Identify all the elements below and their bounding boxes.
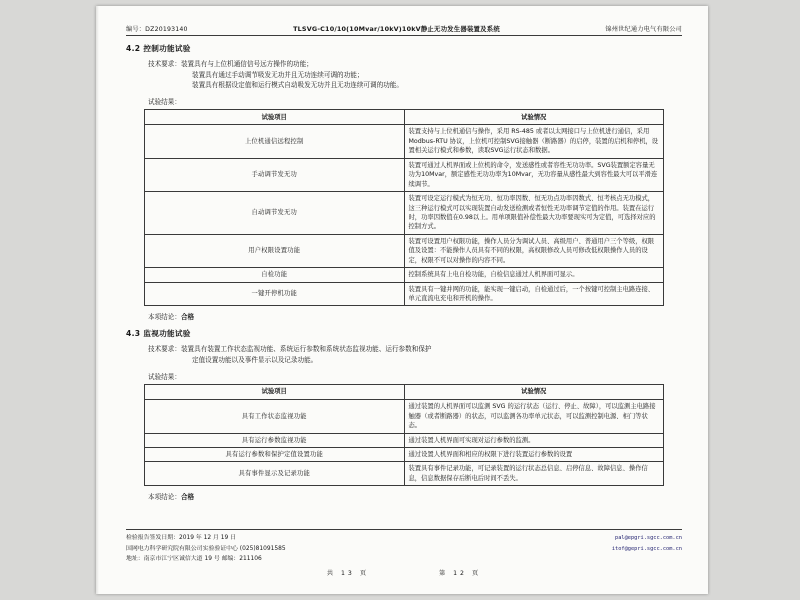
table-header-row	[145, 110, 664, 125]
row-desc: 装置支持与上位机通信与操作，采用 RS-485 或者以太网接口与上位机进行通信，采用Modbus-RTU 协议，上位机可控制SVG接触器（断路器）的启停，装置的启机和停机，设置相关运行模式和参数，读取SVG运行状态和数据。	[404, 125, 664, 158]
section-control-function	[126, 43, 682, 321]
row-desc: 装置可设置用户权限功能，操作人员分为调试人员、高级用户、普通用户三个等级，权限值及设置：不能操作人员具有不同的权限，高权限修改人员可修改低权限操作人员的设定，权限不可以对操作的内容不同。	[404, 234, 664, 267]
document-page	[96, 6, 708, 594]
footer-line	[126, 533, 682, 543]
row-desc: 通过装置人机界面可实现对运行参数的监测。	[404, 433, 664, 447]
row-item: 自动调节发无功	[145, 192, 405, 235]
page-content	[96, 6, 708, 594]
table-row	[145, 158, 664, 191]
page-index-value: 12	[453, 570, 467, 578]
page-total-suffix: 页	[359, 570, 370, 578]
requirement-item: 装置具有根据设定值和运行模式自动吸发无功并且无功连续可调的功能。	[192, 81, 403, 90]
result-label: 试验结果：	[148, 98, 181, 107]
row-item: 用户权限设置功能	[145, 234, 405, 267]
row-desc: 控制系统具有上电自检功能，自检信息通过人机界面可显示。	[404, 268, 664, 282]
table-row	[145, 192, 664, 235]
row-desc: 装置具有事件记录功能，可记录装置的运行状态总信息、启停信息、故障信息、操作信息，信息数据保存后断电后时间不丢失。	[404, 462, 664, 486]
requirement-item: 装置具有与上位机通信信号远方操作的功能；	[180, 60, 313, 68]
document-header	[126, 24, 682, 36]
section-monitor-function	[126, 328, 682, 501]
table-row	[145, 400, 664, 433]
row-desc: 通过装置的人机界面可以监测 SVG 的运行状态（运行、停止、故障），可以监测主电路接触器（或者断路器）的状态，可以监测各功率单元状态，可以监测控制电源、柜门等状态。	[404, 400, 664, 433]
conclusion-value: 合格	[180, 313, 195, 322]
conclusion-value: 合格	[180, 493, 195, 502]
page-total-value: 13	[341, 570, 355, 578]
report-title: TLSVG-C10/10(10Mvar/10kV)10kV静止无功发生器装置及系统	[293, 25, 500, 33]
document-footer	[126, 529, 682, 580]
table-row	[145, 268, 664, 282]
requirement-item: 装置具有装置工作状态监视功能、系统运行参数和系统状态监视功能、运行参数和保护	[180, 345, 432, 354]
row-desc: 装置可设定运行模式为恒无功、恒功率因数、恒无功点功率因数式、恒考核点无功模式，这三种运行模式可以实现装置自动发送检测或者恒性无功率调节定值的作用。装置在运行时，功率因数值在0.98以上。用单项限值补偿性最大功率要现实可为定值，可选择对应的控制方式。	[404, 192, 664, 235]
column-header-desc: 试验情况	[404, 384, 664, 399]
section-conclusion	[148, 311, 682, 321]
footer-line	[126, 554, 682, 564]
result-label: 试验结果：	[148, 372, 181, 381]
report-code: 编号：DZ20193140	[126, 26, 188, 33]
requirements-block	[148, 344, 682, 365]
footer-email-1: pal@epgri.sgcc.com.cn	[615, 535, 682, 542]
row-item: 自检功能	[145, 268, 405, 282]
row-item: 具有运行参数监视功能	[145, 433, 405, 447]
page-number	[126, 569, 682, 580]
report-company: 锦州世纪通力电气有限公司	[605, 26, 682, 33]
column-header-item: 试验项目	[145, 384, 405, 399]
row-item: 具有运行参数和保护定值设置功能	[145, 447, 405, 461]
section-name: 监视功能试验	[143, 329, 191, 339]
monitor-function-result-table	[144, 384, 664, 487]
page-total-prefix: 共	[326, 570, 337, 578]
table-row	[145, 433, 664, 447]
footer-issue-date: 检验报告签发日期：2019 年 12 月 19 日	[126, 535, 237, 542]
page-index-suffix: 页	[471, 570, 482, 578]
column-header-item: 试验项目	[145, 110, 405, 125]
control-function-result-table	[144, 109, 664, 306]
conclusion-label: 本项结论：	[148, 313, 181, 322]
requirement-item: 装置具有通过手动调节吸发无功并且无功连续可调的功能；	[192, 70, 364, 79]
requirements-label: 技术要求：	[148, 345, 181, 354]
row-item: 上位机通信远程控制	[145, 125, 405, 158]
row-desc: 装置可通过人机界面或上位机的命令，发送感性或者容性无功功率。SVG装置额定容量无功为10Mvar，额定感性无功功率为10Mvar，无功容量从感性最大到容性最大可以平滑连续调节。	[404, 158, 664, 191]
table-row	[145, 282, 664, 306]
section-title	[126, 43, 682, 54]
page-index-prefix: 第	[438, 570, 449, 578]
table-header-row	[145, 384, 664, 399]
requirements-label: 技术要求：	[148, 60, 181, 68]
requirement-item: 定值设置功能以及事件显示以及记录功能。	[192, 356, 318, 365]
footer-email-2: itof@gepri.sgcc.com.cn	[611, 545, 682, 552]
footer-line	[126, 544, 682, 554]
row-item: 手动调节发无功	[145, 158, 405, 191]
row-desc: 通过设置人机界面和相应的权限下进行装置运行参数的设置	[404, 447, 664, 461]
row-item: 具有工作状态监视功能	[145, 400, 405, 433]
table-row	[145, 447, 664, 461]
section-conclusion	[148, 491, 682, 501]
table-row	[145, 462, 664, 486]
row-desc: 装置具有一键并网的功能，能实现一键启动，自检通过后，一个按键可控制主电路连接、单元直流电充电和开机的操作。	[404, 282, 664, 306]
table-row	[145, 125, 664, 158]
row-item: 具有事件显示及记录功能	[145, 462, 405, 486]
conclusion-label: 本项结论：	[148, 493, 181, 502]
requirements-block	[148, 59, 682, 91]
column-header-desc: 试验情况	[404, 110, 664, 125]
section-number: 4.3	[126, 329, 141, 339]
row-item: 一键开停机功能	[145, 282, 405, 306]
section-name: 控制功能试验	[143, 44, 191, 53]
footer-address: 地址：南京市江宁区诚信大道 19 号 邮编：211106	[126, 555, 262, 562]
section-number: 4.2	[126, 44, 141, 53]
section-title	[126, 328, 682, 339]
table-row	[145, 234, 664, 267]
footer-institute: 国网电力科学研究院有限公司实验验证中心 (025)81091585	[126, 545, 286, 552]
